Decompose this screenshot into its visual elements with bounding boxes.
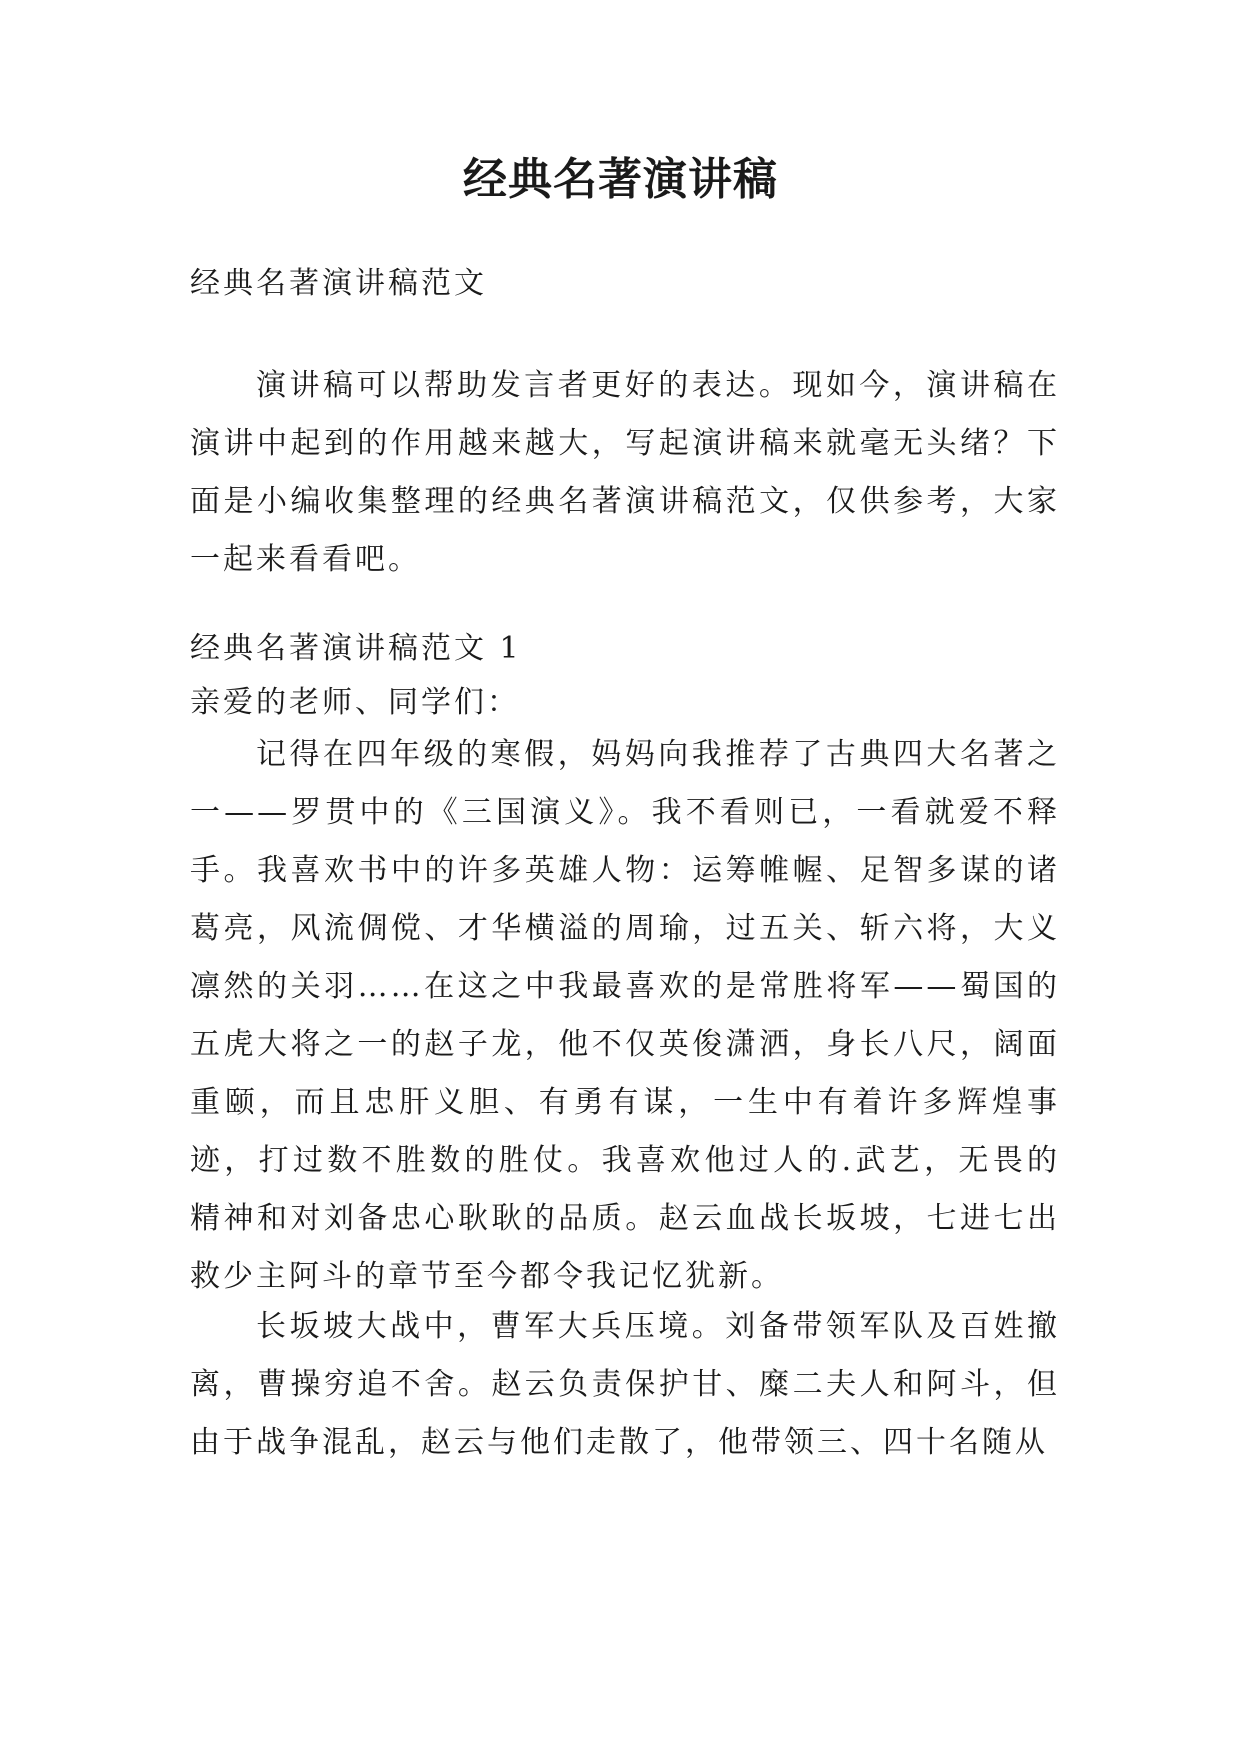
document-title: 经典名著演讲稿 bbox=[463, 154, 778, 205]
body-paragraph-1: 记得在四年级的寒假，妈妈向我推荐了古典四大名著之一——罗贯中的《三国演义》。我不看则已，一看就爱不释手。我喜欢书中的许多英雄人物：运筹帷幄、足智多谋的诸葛亮，风流倜傥、才华横溢的周瑜，过五关、斩六将，大义凛然的关羽……在这之中我最喜欢的是常胜将军——蜀国的五虎大将之一的赵子龙，他不仅英俊潇洒，身长八尺，阔面重颐，而且忠肝义胆、有勇有谋，一生中有着许多辉煌事迹，打过数不胜数的胜仗。我喜欢他过人的.武艺，无畏的精神和对刘备忠心耿耿的品质。赵云血战长坂坡，七进七出救少主阿斗的章节至今都令我记忆犹新。 bbox=[190, 737, 1060, 1294]
intro-paragraph: 演讲稿可以帮助发言者更好的表达。现如今，演讲稿在演讲中起到的作用越来越大，写起演讲稿来就毫无头绪？下面是小编收集整理的经典名著演讲稿范文，仅供参考，大家一起来看看吧。 bbox=[190, 368, 1060, 577]
body-paragraph-2: 长坂坡大战中，曹军大兵压境。刘备带领军队及百姓撤离，曹操穷追不舍。赵云负责保护甘、糜二夫人和阿斗，但由于战争混乱，赵云与他们走散了，他带领三、四十名随从 bbox=[190, 1309, 1060, 1460]
greeting-line: 亲爱的老师、同学们： bbox=[190, 685, 520, 720]
document-subtitle: 经典名著演讲稿范文 bbox=[190, 266, 487, 301]
section-heading: 经典名著演讲稿范文 1 bbox=[190, 631, 522, 666]
